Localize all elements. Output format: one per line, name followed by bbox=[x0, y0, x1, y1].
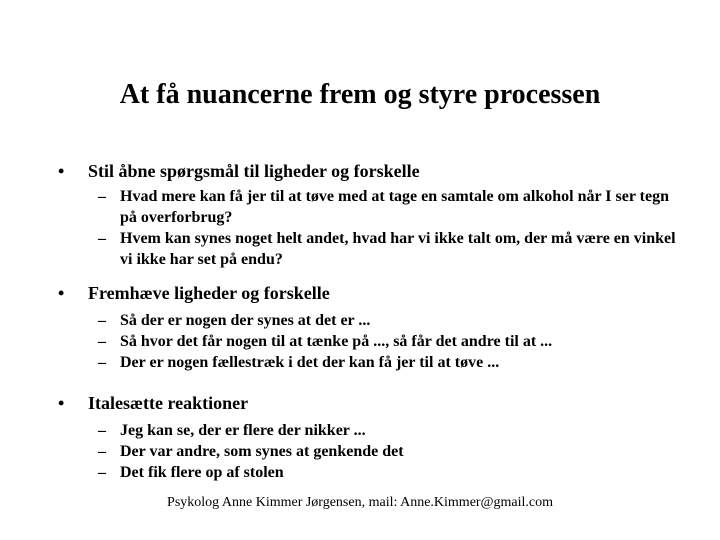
bullet-text: Stil åbne spørgsmål til ligheder og forskelle bbox=[88, 161, 420, 181]
bullet-section-3 bbox=[58, 392, 698, 483]
sub-item-text: Så der er nogen der synes at det er ... bbox=[120, 312, 371, 329]
sub-list bbox=[58, 186, 698, 270]
bullet-text: Italesætte reaktioner bbox=[88, 393, 249, 413]
sub-list bbox=[58, 310, 698, 373]
dash-icon: – bbox=[98, 333, 106, 350]
sub-item bbox=[58, 310, 698, 331]
dash-icon: – bbox=[98, 230, 106, 247]
bullet-item bbox=[58, 392, 698, 414]
sub-item-text: Hvad mere kan få jer til at tøve med at tage en samtale om alkohol når I ser tegn på overforbrug? bbox=[120, 188, 669, 226]
sub-list bbox=[58, 420, 698, 483]
sub-item bbox=[58, 420, 698, 441]
sub-item-text: Der er nogen fællestræk i det der kan få jer til at tøve ... bbox=[120, 354, 500, 371]
dash-icon: – bbox=[98, 188, 106, 205]
slide-title: At få nuancerne frem og styre processen bbox=[119, 79, 601, 110]
sub-item bbox=[58, 228, 698, 270]
bullet-item bbox=[58, 282, 698, 304]
sub-item-text: Der var andre, som synes at genkende det bbox=[120, 443, 404, 460]
sub-item bbox=[58, 186, 698, 228]
sub-item bbox=[58, 462, 698, 483]
bullet-icon: • bbox=[58, 161, 65, 181]
bullet-icon: • bbox=[58, 393, 65, 413]
dash-icon: – bbox=[98, 443, 106, 460]
bullet-icon: • bbox=[58, 283, 65, 303]
sub-item bbox=[58, 331, 698, 352]
bullet-section-1 bbox=[58, 160, 698, 270]
dash-icon: – bbox=[98, 464, 106, 481]
sub-item bbox=[58, 352, 698, 373]
bullet-text: Fremhæve ligheder og forskelle bbox=[88, 283, 330, 303]
sub-item-text: Så hvor det får nogen til at tænke på ..., så får det andre til at ... bbox=[120, 333, 553, 350]
sub-item bbox=[58, 441, 698, 462]
sub-item-text: Jeg kan se, der er flere der nikker ... bbox=[120, 422, 366, 439]
footer-credit: Psykolog Anne Kimmer Jørgensen, mail: Anne.Kimmer@gmail.com bbox=[167, 495, 553, 510]
sub-item-text: Det fik flere op af stolen bbox=[120, 464, 284, 481]
dash-icon: – bbox=[98, 312, 106, 329]
bullet-section-2 bbox=[58, 282, 698, 373]
dash-icon: – bbox=[98, 354, 106, 371]
sub-item-text: Hvem kan synes noget helt andet, hvad har vi ikke talt om, der må være en vinkel vi ikke har set på endu? bbox=[120, 230, 676, 268]
dash-icon: – bbox=[98, 422, 106, 439]
bullet-item bbox=[58, 160, 698, 182]
